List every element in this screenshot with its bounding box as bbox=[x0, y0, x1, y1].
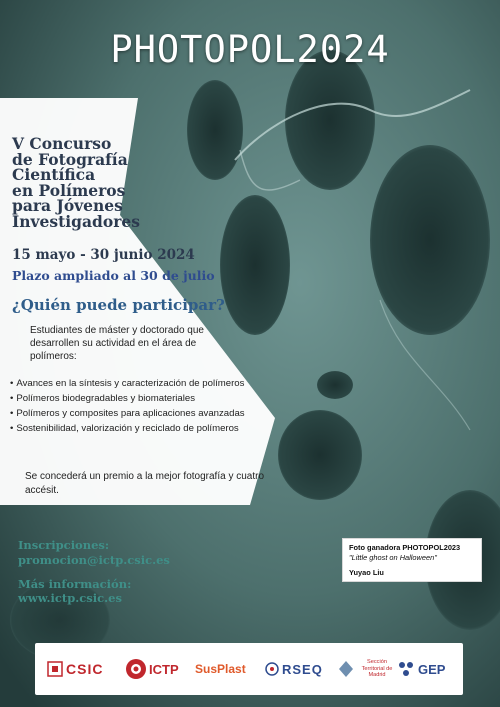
gep-wordmark: GEP bbox=[418, 661, 446, 677]
extended-deadline: Plazo ampliado al 30 de julio bbox=[12, 268, 215, 283]
susplast-logo[interactable] bbox=[195, 643, 246, 695]
website-link[interactable]: www.ictp.csic.es bbox=[18, 591, 122, 605]
ictp-logo[interactable] bbox=[125, 643, 179, 695]
sponsor-logos bbox=[35, 643, 463, 695]
list-item: • Sostenibilidad, valorización y reciclado de polímeros bbox=[10, 421, 245, 436]
rseq-wordmark: RSEQ bbox=[282, 661, 323, 677]
list-item: • Avances en la síntesis y caracterización de polímeros bbox=[10, 376, 245, 391]
contest-line: para Jóvenes bbox=[12, 196, 123, 215]
gep-emblem-icon bbox=[397, 660, 415, 678]
madrid-emblem-icon bbox=[337, 660, 355, 678]
rseq-emblem-icon bbox=[265, 662, 279, 676]
contest-dates: 15 mayo - 30 junio 2024 bbox=[12, 247, 195, 263]
poster-title: PHOTOPOL2024 bbox=[110, 28, 390, 71]
contest-line: Científica bbox=[12, 165, 96, 184]
list-item: • Polímeros biodegradables y biomateriales bbox=[10, 391, 245, 406]
contest-line: Investigadores bbox=[12, 211, 140, 231]
contest-line: de Fotografía bbox=[12, 149, 128, 169]
ictp-emblem-icon bbox=[125, 658, 147, 680]
eligibility-heading: ¿Quién puede participar? bbox=[12, 296, 225, 314]
rseq-logo[interactable] bbox=[265, 643, 323, 695]
info-label: Más información: bbox=[18, 577, 132, 591]
csic-wordmark: CSIC bbox=[66, 661, 104, 677]
madrid-section-logo[interactable] bbox=[337, 643, 396, 695]
credit-subtitle: "Little ghost on Halloween" bbox=[349, 553, 437, 562]
registration-label: Inscripciones: bbox=[18, 538, 110, 552]
credit-author: Yuyao Liu bbox=[349, 568, 384, 577]
madrid-wordmark: Sección Territorial de Madrid bbox=[361, 659, 393, 679]
contest-line: en Polímeros bbox=[12, 180, 126, 200]
csic-emblem-icon bbox=[47, 661, 63, 677]
credit-title: Foto ganadora PHOTOPOL2023 bbox=[349, 543, 461, 552]
prize-text: Se concederá un premio a la mejor fotografía y cuatro accésit. bbox=[25, 471, 265, 496]
ictp-wordmark: ICTP bbox=[149, 661, 179, 677]
contest-title bbox=[12, 136, 182, 229]
list-item: • Polímeros y composites para aplicaciones avanzadas bbox=[10, 406, 245, 421]
contest-line: V Concurso bbox=[12, 134, 112, 153]
registration-email-link[interactable]: promocion@ictp.csic.es bbox=[18, 553, 170, 567]
csic-logo[interactable] bbox=[47, 643, 103, 695]
topic-list bbox=[10, 376, 245, 436]
gep-logo[interactable] bbox=[397, 643, 445, 695]
susplast-wordmark: SusPlast bbox=[195, 662, 246, 676]
photo-credit-box bbox=[342, 538, 482, 582]
eligibility-text: Estudiantes de máster y doctorado que desarrollen su actividad en el área de polímeros: bbox=[30, 325, 204, 362]
